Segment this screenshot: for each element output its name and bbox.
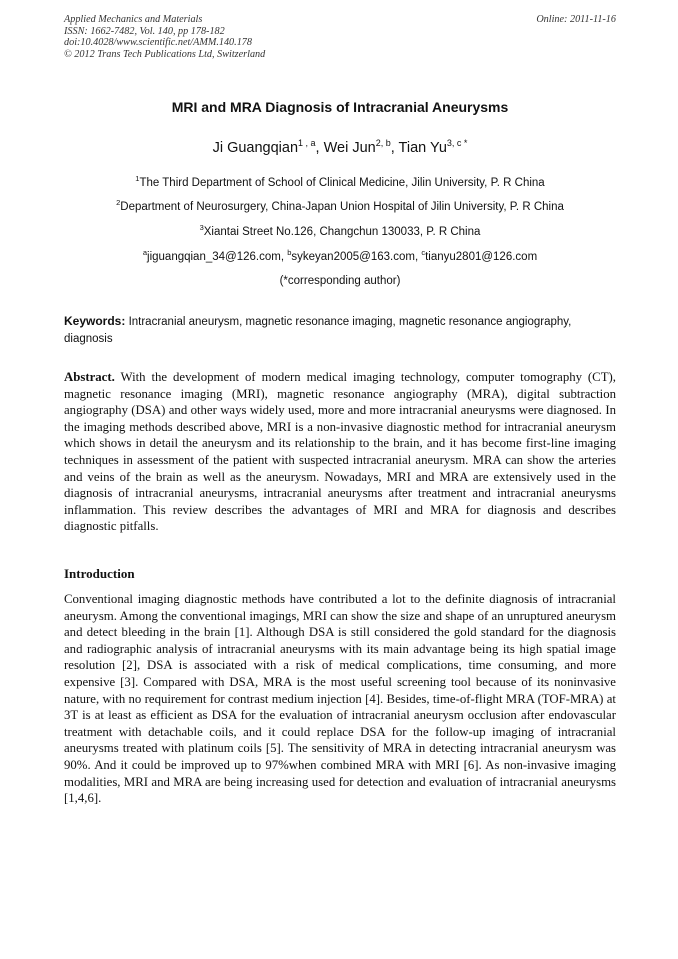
affiliation-1: $^1$The Third Department of School of Clinical Medicine, Jilin University, P. R China <box>135 174 545 189</box>
journal-header <box>64 14 616 60</box>
author-name: Wei Jun <box>323 140 376 156</box>
author-name: Tian Yu <box>398 140 447 156</box>
online-date: Online: 2011-11-16 <box>536 14 616 25</box>
author-name: Ji Guangqian <box>212 140 299 156</box>
author-list: Ji Guangqian$^{1 , a}$, Wei Jun$^{2, b}$, Tian $Yu^{3, c *}$ <box>212 138 468 156</box>
affiliation-3: $^3$Xiantai Street No.126, Changchun 130033, P. R China <box>199 223 481 238</box>
email-link[interactable]: jiguangqian_34@126.com <box>147 251 281 263</box>
issn-line: ISSN: 1662-7482, Vol. 140, pp 178-182 <box>64 25 225 37</box>
email-link[interactable]: sykeyan2005@163.com <box>291 251 415 263</box>
copyright-line: © 2012 Trans Tech Publications Ltd, Switzerland <box>64 48 266 60</box>
author-sup: 1 , a <box>298 138 316 149</box>
introduction-text: Conventional imaging diagnostic methods have contributed a lot to the definite diagnosis of intracranial aneurysm. Among the conventional imagings, MRI can show the size and shape of an unruptured aneurysm and detect bleeding in the brain [1]. Although DSA is still considered the gold standard for the diagnosis and radiographic analysis of intracranial aneurysms with its main advantage being its high spatial image resolution [2], DSA is associated with a risk of medical complications, time consuming, and more expensive [3]. Compared with DSA, MRA is the most useful screening tool because of its noninvasive nature, with no requirement for contrast medium injection [4]. Besides, time-of-flight MRA (TOF-MRA) at 3T is at least as efficient as DSA for the evaluation of intracranial aneurysm occlusion after endovascular treatment with detachable coils, and it could replace DSA for the follow-up imaging of intracranial aneurysms treated with platinum coils [5]. The sensitivity of MRA in detecting intracranial aneurysm was 90%. And it could be improved up to 97%when combined MRA with MRI [6]. As non-invasive imaging modalities, MRI and MRA are being increasing used for detection and evaluation of intracranial aneurysms [1,4,6]. <box>64 592 616 806</box>
abstract-text: With the development of modern medical imaging technology, computer tomography (CT), magnetic resonance imaging (MRI), magnetic resonance angiography (MRA), digital subtraction angiography (DSA) and other ways widely used, more and more intracranial aneurysms were diagnosed. In the imaging methods described above, MRI is a non-invasive diagnostic method for intracranial aneurysm which shows in detail the aneurysm and its relationship to the brain, and it has become first-line imaging techniques in assessment of the patient with suspected intracranial aneurysm. MRA can show the arteries and veins of the brain as well as the aneurysm. Nowadays, MRI and MRA are extensively used in the diagnosis of intracranial aneurysms, intracranial aneurysms after treatment and intracranial aneurysms inflammation. This review describes the advantages of MRI and MRA for diagnosis and describes diagnostic pitfalls. <box>64 370 616 534</box>
keywords-text: Intracranial aneurysm, magnetic resonance imaging, magnetic resonance angiography, diagnosis <box>64 316 572 345</box>
paper-title: MRI and MRA Diagnosis of Intracranial Aneurysms <box>171 99 509 115</box>
introduction-heading: Introduction <box>64 566 135 581</box>
abstract-block <box>64 369 616 535</box>
journal-name: Applied Mechanics and Materials <box>64 14 203 25</box>
email-line: $^a$jiguangqian_34@126.com, $^b$sykeyan2005@163.com, $^c$tianyu2801@126.com <box>142 248 538 263</box>
doi-line: doi:10.4028/www.scientific.net/AMM.140.178 <box>64 37 252 49</box>
affiliation-2: $^2$Department of Neurosurgery, China-Japan Union Hospital of Jilin University, P. R China <box>116 198 564 213</box>
email-link[interactable]: tianyu2801@126.com <box>425 251 538 263</box>
author-sup: 2, b <box>375 138 391 149</box>
author-sup: 3, c * <box>446 138 468 149</box>
corresponding-note: (*corresponding author) <box>279 275 401 287</box>
keywords-label: Keywords: <box>64 314 126 328</box>
abstract-label: Abstract. <box>64 370 115 384</box>
keywords-block <box>64 313 616 348</box>
